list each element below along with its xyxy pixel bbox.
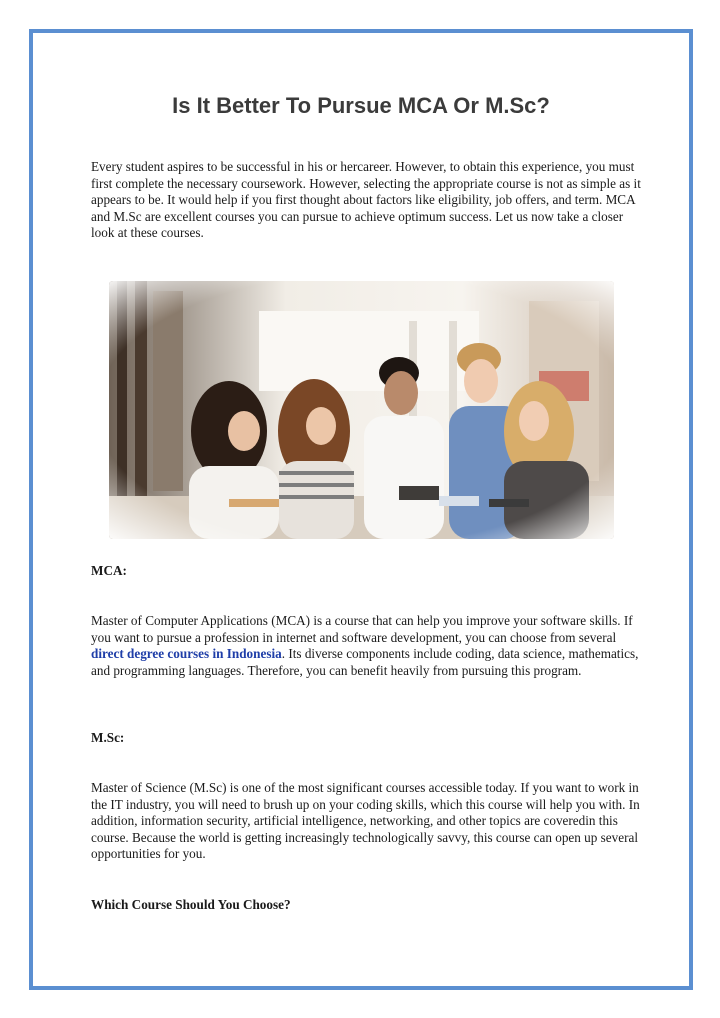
msc-heading: M.Sc: [91, 730, 125, 745]
mca-text-before-link: Master of Computer Applications (MCA) is a course that can help you improve your software skills. If you want to pursue a profession in internet and software development, you can choose from several [91, 613, 633, 645]
mca-text-after-link: . Its diverse components include coding, data science, mathematics, and programming languages. Therefore, you can benefit heavily from pursuing this program. [91, 646, 639, 678]
students-photo [109, 281, 614, 539]
document-page [29, 29, 693, 990]
msc-paragraph: Master of Science (M.Sc) is one of the most significant courses accessible today. If you want to work in the IT industry, you will need to brush up on your coding skills, which this course will help you with. In addition, information security, artificial intelligence, networking, and other topics are coveredin this course. Because the world is getting increasingly technologically savvy, this course can open up several opportunities for you. [91, 780, 640, 862]
mca-paragraph [91, 613, 641, 679]
intro-paragraph: Every student aspires to be successful in his or hercareer. However, to obtain this experience, you must first complete the necessary coursework. However, selecting the appropriate course is not as simple as it appears to be. It would help if you first thought about factors like eligibility, job offers, and term. MCA and M.Sc are excellent courses you can pursue to achieve optimum success. Let us now take a closer look at these courses. [91, 159, 641, 241]
direct-degree-courses-link[interactable]: direct degree courses in Indonesia [91, 646, 282, 662]
page-title: Is It Better To Pursue MCA Or M.Sc? [172, 93, 550, 118]
choose-heading: Which Course Should You Choose? [91, 897, 291, 912]
mca-heading: MCA: [91, 563, 127, 578]
students-photo-illustration [109, 281, 614, 539]
